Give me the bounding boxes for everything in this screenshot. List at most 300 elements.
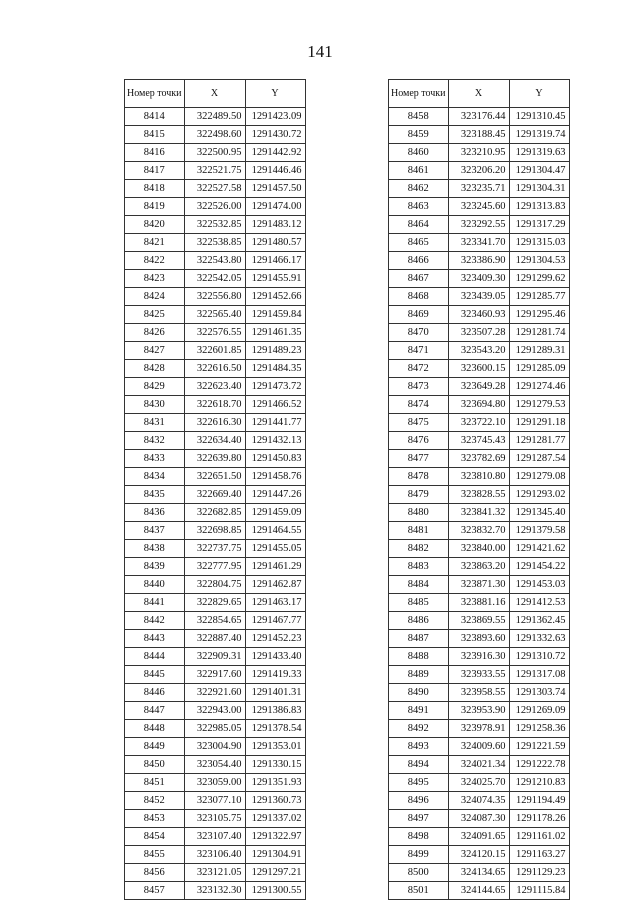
x-coordinate-cell: 322682.85 — [184, 504, 245, 522]
point-number-cell: 8481 — [389, 522, 449, 540]
x-coordinate-cell: 323916.30 — [448, 648, 509, 666]
y-coordinate-cell: 1291279.53 — [509, 396, 569, 414]
y-coordinate-cell: 1291289.31 — [509, 342, 569, 360]
point-number-cell: 8445 — [125, 666, 185, 684]
point-number-cell: 8437 — [125, 522, 185, 540]
x-coordinate-cell: 323871.30 — [448, 576, 509, 594]
table-row — [125, 414, 306, 432]
point-number-cell: 8446 — [125, 684, 185, 702]
y-coordinate-cell: 1291453.03 — [509, 576, 569, 594]
y-coordinate-cell: 1291447.26 — [245, 486, 305, 504]
y-coordinate-cell: 1291462.87 — [245, 576, 305, 594]
point-number-cell: 8493 — [389, 738, 449, 756]
point-number-cell: 8497 — [389, 810, 449, 828]
x-coordinate-cell: 322576.55 — [184, 324, 245, 342]
table-row — [389, 414, 570, 432]
y-coordinate-cell: 1291484.35 — [245, 360, 305, 378]
x-coordinate-cell: 322623.40 — [184, 378, 245, 396]
y-coordinate-cell: 1291299.62 — [509, 270, 569, 288]
x-coordinate-cell: 324074.35 — [448, 792, 509, 810]
x-coordinate-cell: 322669.40 — [184, 486, 245, 504]
x-coordinate-cell: 323958.55 — [448, 684, 509, 702]
table-row — [389, 306, 570, 324]
y-coordinate-cell: 1291459.84 — [245, 306, 305, 324]
x-coordinate-cell: 322854.65 — [184, 612, 245, 630]
x-coordinate-cell: 323543.20 — [448, 342, 509, 360]
y-coordinate-cell: 1291455.05 — [245, 540, 305, 558]
y-coordinate-cell: 1291452.66 — [245, 288, 305, 306]
table-row — [125, 450, 306, 468]
table-row — [125, 738, 306, 756]
table-row — [125, 234, 306, 252]
table-row — [125, 180, 306, 198]
point-number-cell: 8420 — [125, 216, 185, 234]
x-coordinate-cell: 323341.70 — [448, 234, 509, 252]
table-row — [389, 450, 570, 468]
y-coordinate-cell: 1291304.31 — [509, 180, 569, 198]
table-row — [125, 378, 306, 396]
y-coordinate-cell: 1291461.29 — [245, 558, 305, 576]
y-coordinate-cell: 1291458.76 — [245, 468, 305, 486]
y-coordinate-cell: 1291322.97 — [245, 828, 305, 846]
x-coordinate-cell: 322532.85 — [184, 216, 245, 234]
point-number-cell: 8439 — [125, 558, 185, 576]
y-coordinate-cell: 1291178.26 — [509, 810, 569, 828]
y-coordinate-cell: 1291310.72 — [509, 648, 569, 666]
table-row — [389, 540, 570, 558]
point-number-cell: 8438 — [125, 540, 185, 558]
point-number-cell: 8478 — [389, 468, 449, 486]
table-row — [125, 360, 306, 378]
table-row — [125, 270, 306, 288]
y-coordinate-cell: 1291433.40 — [245, 648, 305, 666]
table-row — [125, 126, 306, 144]
x-coordinate-cell: 322777.95 — [184, 558, 245, 576]
point-number-cell: 8427 — [125, 342, 185, 360]
table-row — [125, 252, 306, 270]
table-row — [389, 342, 570, 360]
point-number-cell: 8465 — [389, 234, 449, 252]
y-coordinate-cell: 1291161.02 — [509, 828, 569, 846]
y-coordinate-cell: 1291454.22 — [509, 558, 569, 576]
y-coordinate-cell: 1291450.83 — [245, 450, 305, 468]
point-number-cell: 8488 — [389, 648, 449, 666]
x-coordinate-cell: 323439.05 — [448, 288, 509, 306]
y-coordinate-cell: 1291300.55 — [245, 882, 305, 900]
coordinates-table-right — [388, 79, 570, 900]
y-coordinate-cell: 1291441.77 — [245, 414, 305, 432]
point-number-cell: 8453 — [125, 810, 185, 828]
x-coordinate-cell: 323953.90 — [448, 702, 509, 720]
y-coordinate-cell: 1291304.91 — [245, 846, 305, 864]
y-coordinate-cell: 1291297.21 — [245, 864, 305, 882]
y-coordinate-cell: 1291304.53 — [509, 252, 569, 270]
point-number-cell: 8458 — [389, 108, 449, 126]
y-coordinate-cell: 1291353.01 — [245, 738, 305, 756]
point-number-cell: 8415 — [125, 126, 185, 144]
table-row — [125, 162, 306, 180]
point-number-cell: 8443 — [125, 630, 185, 648]
y-coordinate-cell: 1291386.83 — [245, 702, 305, 720]
y-coordinate-cell: 1291360.73 — [245, 792, 305, 810]
point-number-cell: 8441 — [125, 594, 185, 612]
page-number: 141 — [307, 42, 333, 61]
x-coordinate-cell: 323004.90 — [184, 738, 245, 756]
point-number-cell: 8440 — [125, 576, 185, 594]
y-coordinate-cell: 1291483.12 — [245, 216, 305, 234]
x-coordinate-cell: 323292.55 — [448, 216, 509, 234]
point-number-cell: 8489 — [389, 666, 449, 684]
x-coordinate-cell: 324087.30 — [448, 810, 509, 828]
table-row — [125, 882, 306, 900]
point-number-cell: 8463 — [389, 198, 449, 216]
point-number-cell: 8423 — [125, 270, 185, 288]
x-coordinate-cell: 322737.75 — [184, 540, 245, 558]
x-coordinate-cell: 323863.20 — [448, 558, 509, 576]
x-coordinate-cell: 323978.91 — [448, 720, 509, 738]
table-row — [389, 252, 570, 270]
x-coordinate-cell: 323869.55 — [448, 612, 509, 630]
table-row — [389, 234, 570, 252]
x-coordinate-cell: 323881.16 — [448, 594, 509, 612]
table-row — [389, 702, 570, 720]
point-number-cell: 8422 — [125, 252, 185, 270]
point-number-cell: 8416 — [125, 144, 185, 162]
x-coordinate-cell: 322556.80 — [184, 288, 245, 306]
point-number-cell: 8450 — [125, 756, 185, 774]
y-coordinate-cell: 1291351.93 — [245, 774, 305, 792]
point-number-cell: 8454 — [125, 828, 185, 846]
x-coordinate-cell: 323649.28 — [448, 378, 509, 396]
y-coordinate-cell: 1291258.36 — [509, 720, 569, 738]
point-number-cell: 8486 — [389, 612, 449, 630]
table-body-left — [125, 108, 306, 900]
point-number-cell: 8472 — [389, 360, 449, 378]
table-row — [125, 666, 306, 684]
table-row — [389, 360, 570, 378]
x-coordinate-cell: 322634.40 — [184, 432, 245, 450]
table-row — [389, 126, 570, 144]
y-coordinate-cell: 1291466.17 — [245, 252, 305, 270]
y-coordinate-cell: 1291310.45 — [509, 108, 569, 126]
table-row — [389, 720, 570, 738]
x-coordinate-cell: 323121.05 — [184, 864, 245, 882]
point-number-cell: 8442 — [125, 612, 185, 630]
x-coordinate-cell: 324144.65 — [448, 882, 509, 900]
table-row — [389, 792, 570, 810]
y-coordinate-cell: 1291480.57 — [245, 234, 305, 252]
x-coordinate-cell: 322943.00 — [184, 702, 245, 720]
x-coordinate-cell: 322804.75 — [184, 576, 245, 594]
y-coordinate-cell: 1291461.35 — [245, 324, 305, 342]
x-coordinate-cell: 324134.65 — [448, 864, 509, 882]
table-row — [125, 504, 306, 522]
point-number-cell: 8487 — [389, 630, 449, 648]
point-number-cell: 8417 — [125, 162, 185, 180]
y-coordinate-cell: 1291317.29 — [509, 216, 569, 234]
x-coordinate-cell: 322521.75 — [184, 162, 245, 180]
table-row — [125, 684, 306, 702]
y-coordinate-cell: 1291222.78 — [509, 756, 569, 774]
x-coordinate-cell: 322498.60 — [184, 126, 245, 144]
x-coordinate-cell: 322909.31 — [184, 648, 245, 666]
point-number-cell: 8477 — [389, 450, 449, 468]
table-row — [389, 270, 570, 288]
point-number-cell: 8476 — [389, 432, 449, 450]
table-row — [389, 180, 570, 198]
y-coordinate-cell: 1291459.09 — [245, 504, 305, 522]
y-coordinate-cell: 1291285.77 — [509, 288, 569, 306]
y-coordinate-cell: 1291287.54 — [509, 450, 569, 468]
table-row — [125, 864, 306, 882]
y-coordinate-cell: 1291455.91 — [245, 270, 305, 288]
x-coordinate-cell: 323600.15 — [448, 360, 509, 378]
x-coordinate-cell: 322543.80 — [184, 252, 245, 270]
x-coordinate-cell: 323893.60 — [448, 630, 509, 648]
point-number-cell: 8460 — [389, 144, 449, 162]
x-coordinate-cell: 323132.30 — [184, 882, 245, 900]
y-coordinate-cell: 1291129.23 — [509, 864, 569, 882]
y-coordinate-cell: 1291463.17 — [245, 594, 305, 612]
x-coordinate-cell: 324009.60 — [448, 738, 509, 756]
coordinates-table-left — [124, 79, 306, 900]
point-number-cell: 8426 — [125, 324, 185, 342]
table-row — [125, 486, 306, 504]
table-row — [125, 594, 306, 612]
y-coordinate-cell: 1291221.59 — [509, 738, 569, 756]
point-number-cell: 8480 — [389, 504, 449, 522]
table-row — [389, 846, 570, 864]
x-coordinate-cell: 322527.58 — [184, 180, 245, 198]
x-coordinate-cell: 323059.00 — [184, 774, 245, 792]
x-coordinate-cell: 323210.95 — [448, 144, 509, 162]
point-number-cell: 8459 — [389, 126, 449, 144]
x-coordinate-cell: 322887.40 — [184, 630, 245, 648]
point-number-cell: 8474 — [389, 396, 449, 414]
point-number-cell: 8470 — [389, 324, 449, 342]
table-row — [389, 144, 570, 162]
point-number-cell: 8496 — [389, 792, 449, 810]
table-row — [389, 216, 570, 234]
table-row — [125, 612, 306, 630]
x-coordinate-cell: 323507.28 — [448, 324, 509, 342]
point-number-cell: 8495 — [389, 774, 449, 792]
table-row — [125, 288, 306, 306]
point-number-cell: 8433 — [125, 450, 185, 468]
x-coordinate-cell: 323745.43 — [448, 432, 509, 450]
x-coordinate-cell: 323386.90 — [448, 252, 509, 270]
y-coordinate-cell: 1291281.77 — [509, 432, 569, 450]
table-row — [125, 198, 306, 216]
table-row — [389, 828, 570, 846]
x-coordinate-cell: 323206.20 — [448, 162, 509, 180]
y-coordinate-cell: 1291319.63 — [509, 144, 569, 162]
table-row — [389, 468, 570, 486]
point-number-cell: 8424 — [125, 288, 185, 306]
table-row — [125, 648, 306, 666]
y-coordinate-cell: 1291345.40 — [509, 504, 569, 522]
y-coordinate-cell: 1291269.09 — [509, 702, 569, 720]
y-coordinate-cell: 1291317.08 — [509, 666, 569, 684]
x-coordinate-cell: 322538.85 — [184, 234, 245, 252]
y-coordinate-cell: 1291295.46 — [509, 306, 569, 324]
y-coordinate-cell: 1291446.46 — [245, 162, 305, 180]
x-coordinate-cell: 323782.69 — [448, 450, 509, 468]
table-row — [125, 702, 306, 720]
y-coordinate-cell: 1291467.77 — [245, 612, 305, 630]
point-number-cell: 8475 — [389, 414, 449, 432]
x-coordinate-cell: 323106.40 — [184, 846, 245, 864]
header-y: Y — [245, 80, 305, 108]
point-number-cell: 8491 — [389, 702, 449, 720]
x-coordinate-cell: 323245.60 — [448, 198, 509, 216]
x-coordinate-cell: 322500.95 — [184, 144, 245, 162]
point-number-cell: 8447 — [125, 702, 185, 720]
point-number-cell: 8414 — [125, 108, 185, 126]
point-number-cell: 8467 — [389, 270, 449, 288]
y-coordinate-cell: 1291412.53 — [509, 594, 569, 612]
y-coordinate-cell: 1291489.23 — [245, 342, 305, 360]
x-coordinate-cell: 322829.65 — [184, 594, 245, 612]
y-coordinate-cell: 1291163.27 — [509, 846, 569, 864]
point-number-cell: 8428 — [125, 360, 185, 378]
point-number-cell: 8419 — [125, 198, 185, 216]
x-coordinate-cell: 323722.10 — [448, 414, 509, 432]
point-number-cell: 8494 — [389, 756, 449, 774]
table-row — [125, 324, 306, 342]
y-coordinate-cell: 1291466.52 — [245, 396, 305, 414]
y-coordinate-cell: 1291285.09 — [509, 360, 569, 378]
table-row — [389, 108, 570, 126]
y-coordinate-cell: 1291474.00 — [245, 198, 305, 216]
table-row — [389, 576, 570, 594]
table-row — [125, 540, 306, 558]
y-coordinate-cell: 1291337.02 — [245, 810, 305, 828]
y-coordinate-cell: 1291293.02 — [509, 486, 569, 504]
x-coordinate-cell: 322698.85 — [184, 522, 245, 540]
table-row — [389, 324, 570, 342]
table-row — [389, 594, 570, 612]
table-row — [125, 558, 306, 576]
y-coordinate-cell: 1291319.74 — [509, 126, 569, 144]
point-number-cell: 8448 — [125, 720, 185, 738]
table-row — [125, 468, 306, 486]
y-coordinate-cell: 1291279.08 — [509, 468, 569, 486]
table-row — [389, 558, 570, 576]
table-row — [389, 396, 570, 414]
table-row — [389, 882, 570, 900]
point-number-cell: 8430 — [125, 396, 185, 414]
point-number-cell: 8484 — [389, 576, 449, 594]
point-number-cell: 8485 — [389, 594, 449, 612]
y-coordinate-cell: 1291274.46 — [509, 378, 569, 396]
point-number-cell: 8451 — [125, 774, 185, 792]
x-coordinate-cell: 322616.30 — [184, 414, 245, 432]
y-coordinate-cell: 1291452.23 — [245, 630, 305, 648]
table-row — [389, 738, 570, 756]
x-coordinate-cell: 323694.80 — [448, 396, 509, 414]
y-coordinate-cell: 1291419.33 — [245, 666, 305, 684]
x-coordinate-cell: 323054.40 — [184, 756, 245, 774]
x-coordinate-cell: 323077.10 — [184, 792, 245, 810]
x-coordinate-cell: 323841.32 — [448, 504, 509, 522]
point-number-cell: 8434 — [125, 468, 185, 486]
point-number-cell: 8431 — [125, 414, 185, 432]
x-coordinate-cell: 322601.85 — [184, 342, 245, 360]
point-number-cell: 8462 — [389, 180, 449, 198]
point-number-cell: 8483 — [389, 558, 449, 576]
table-row — [125, 630, 306, 648]
point-number-cell: 8498 — [389, 828, 449, 846]
table-row — [125, 342, 306, 360]
x-coordinate-cell: 322917.60 — [184, 666, 245, 684]
x-coordinate-cell: 323235.71 — [448, 180, 509, 198]
table-row — [389, 162, 570, 180]
table-row — [125, 792, 306, 810]
point-number-cell: 8452 — [125, 792, 185, 810]
table-row — [125, 828, 306, 846]
y-coordinate-cell: 1291430.72 — [245, 126, 305, 144]
table-row — [125, 216, 306, 234]
x-coordinate-cell: 322651.50 — [184, 468, 245, 486]
point-number-cell: 8492 — [389, 720, 449, 738]
x-coordinate-cell: 323105.75 — [184, 810, 245, 828]
x-coordinate-cell: 323107.40 — [184, 828, 245, 846]
header-x: X — [184, 80, 245, 108]
table-row — [389, 864, 570, 882]
table-header-row — [125, 80, 306, 108]
x-coordinate-cell: 323810.80 — [448, 468, 509, 486]
y-coordinate-cell: 1291457.50 — [245, 180, 305, 198]
x-coordinate-cell: 322565.40 — [184, 306, 245, 324]
x-coordinate-cell: 322618.70 — [184, 396, 245, 414]
table-row — [125, 576, 306, 594]
table-row — [389, 432, 570, 450]
x-coordinate-cell: 323460.93 — [448, 306, 509, 324]
point-number-cell: 8469 — [389, 306, 449, 324]
x-coordinate-cell: 322639.80 — [184, 450, 245, 468]
table-row — [125, 774, 306, 792]
table-row — [389, 774, 570, 792]
y-coordinate-cell: 1291401.31 — [245, 684, 305, 702]
point-number-cell: 8435 — [125, 486, 185, 504]
x-coordinate-cell: 322542.05 — [184, 270, 245, 288]
table-row — [389, 612, 570, 630]
table-row — [125, 522, 306, 540]
header-point-number: Номер точки — [389, 80, 449, 108]
y-coordinate-cell: 1291378.54 — [245, 720, 305, 738]
point-number-cell: 8425 — [125, 306, 185, 324]
table-body-right — [389, 108, 570, 900]
table-row — [125, 306, 306, 324]
table-row — [125, 396, 306, 414]
point-number-cell: 8482 — [389, 540, 449, 558]
y-coordinate-cell: 1291362.45 — [509, 612, 569, 630]
y-coordinate-cell: 1291423.09 — [245, 108, 305, 126]
y-coordinate-cell: 1291315.03 — [509, 234, 569, 252]
table-row — [389, 522, 570, 540]
point-number-cell: 8479 — [389, 486, 449, 504]
y-coordinate-cell: 1291304.47 — [509, 162, 569, 180]
x-coordinate-cell: 323409.30 — [448, 270, 509, 288]
table-row — [389, 378, 570, 396]
table-row — [389, 486, 570, 504]
table-row — [389, 648, 570, 666]
y-coordinate-cell: 1291432.13 — [245, 432, 305, 450]
y-coordinate-cell: 1291210.83 — [509, 774, 569, 792]
x-coordinate-cell: 322921.60 — [184, 684, 245, 702]
x-coordinate-cell: 324091.65 — [448, 828, 509, 846]
